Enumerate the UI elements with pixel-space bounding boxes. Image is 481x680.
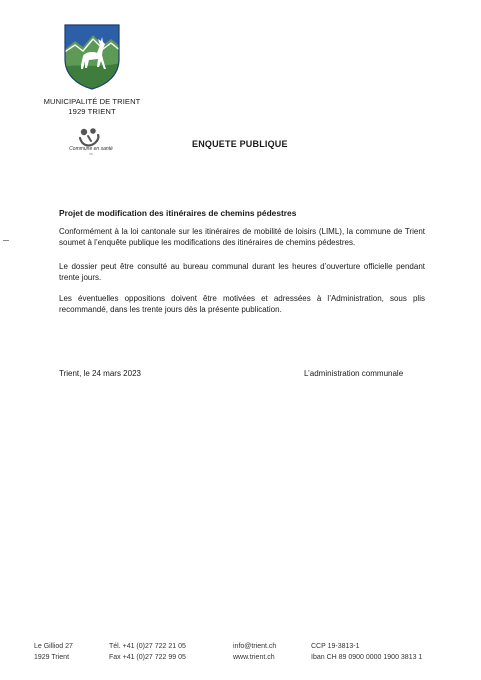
municipality-line1: MUNICIPALITÉ DE TRIENT	[43, 97, 141, 106]
paragraph-3: Les éventuelles oppositions doivent être motivées et adressées à l’Administration, sous plis recommandé, dans les trente jours dès la présente publication.	[59, 294, 425, 314]
paragraph-2: Le dossier peut être consulté au bureau communal durant les heures d’ouverture officielle pendant trente jours.	[59, 262, 425, 282]
margin-mark	[3, 240, 9, 241]
footer-address	[34, 641, 73, 663]
footer-tel: Tél. +41 (0)27 722 21 05	[109, 643, 186, 650]
paragraph-1: Conformément à la loi cantonale sur les itinéraires de mobilité de loisirs (LIML), la commune de Trient soumet à l’enquête publique les modifications des itinéraires de chemins pédestres.	[59, 227, 425, 247]
footer-fax: Fax +41 (0)27 722 99 05	[109, 654, 186, 661]
document-subject: Projet de modification des itinéraires de chemins pédestres	[59, 208, 297, 218]
date-line: Trient, le 24 mars 2023	[59, 369, 141, 378]
footer-email[interactable]: info@trient.ch	[233, 643, 277, 650]
commune-en-sante-label: Commune en santé	[69, 146, 113, 152]
footer-phone	[109, 641, 186, 663]
commune-en-sante-sublabel: VS	[89, 153, 93, 156]
signature: L’administration communale	[304, 369, 404, 378]
footer-bank	[311, 641, 422, 663]
municipality-crest	[63, 23, 121, 91]
document-title: ENQUETE PUBLIQUE	[192, 139, 288, 149]
footer-address-line2: 1929 Trient	[34, 654, 70, 661]
municipality-name	[30, 97, 154, 116]
commune-en-sante-logo	[76, 126, 102, 148]
footer-web	[233, 641, 276, 663]
footer-address-line1: Le Gilliod 27	[34, 643, 73, 650]
footer-iban: Iban CH 89 0900 0000 1900 3813 1	[311, 654, 423, 661]
footer-ccp: CCP 19-3813-1	[311, 643, 360, 650]
municipality-line2: 1929 TRIENT	[68, 106, 116, 116]
footer-website[interactable]: www.trient.ch	[233, 654, 275, 661]
